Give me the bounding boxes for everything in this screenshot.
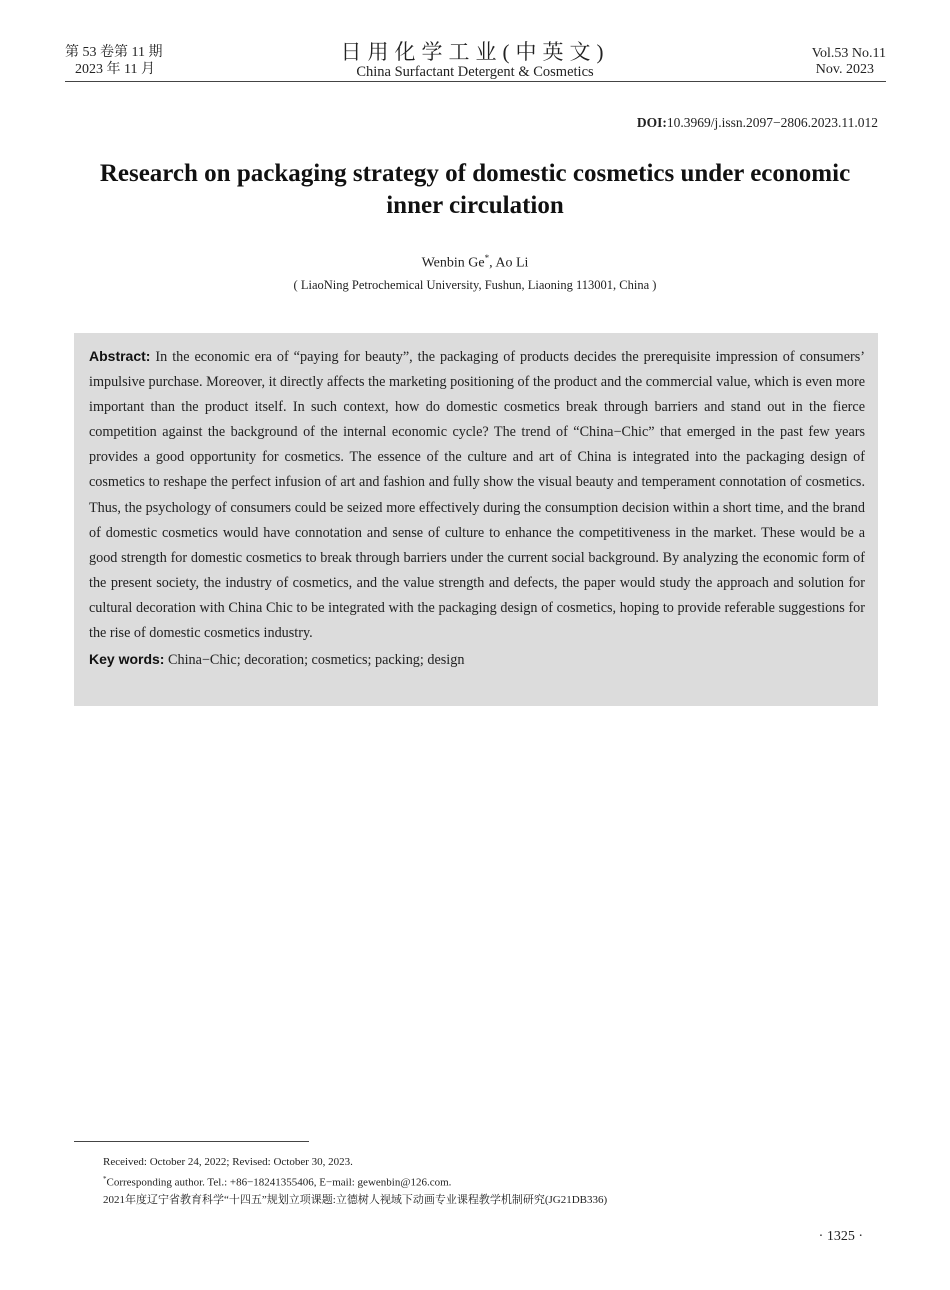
affiliation: ( LiaoNing Petrochemical University, Fushun, Liaoning 113001, China )	[293, 278, 657, 292]
header-rule	[65, 81, 886, 82]
footnote-corresponding-text: Corresponding author. Tel.: +86−18241355406, E−mail: gewenbin@126.com.	[106, 1176, 452, 1189]
corresponding-mark: *	[484, 253, 490, 263]
authors	[0, 253, 950, 272]
author-rest: , Ao Li	[489, 255, 529, 271]
footnote-received: Received: October 24, 2022; Revised: October 30, 2023.	[103, 1156, 353, 1168]
abstract-text: In the economic era of “paying for beauty”, the packaging of products decides the prerequisite impression of consumers’ impulsive purchase. Moreover, it directly affects the marketing positioning of the product and the commercial value, which is even more important than the product itself. In such context, how do domestic cosmetics break through barriers and stand out in the fierce competition against the background of the internal economic cycle? The trend of “China−Chic” that emerged in the past few years provides a good opportunity for cosmetics. The essence of the culture and art of China is integrated into the packaging design of cosmetics to reshape the perfect infusion of art and fashion and fully show the visual beauty and temperament connotation of cosmetics. Thus, the psychology of consumers could be seized more effectively during the consumption decision within a short time, and the brand of domestic cosmetics would have connotation and sense of culture to enhance the competitiveness in the market. These would be a good strength for domestic cosmetics to break through barriers under the current social background. By analyzing the economic form of the present society, the industry of cosmetics, and the value strength and defects, the paper would study the approach and solution for cultural decoration with China Chic to be integrated with the packaging design of cosmetics, hoping to provide referable suggestions for the rise of domestic cosmetics industry.	[89, 349, 865, 642]
footnote-corresponding-mark: *	[103, 1175, 107, 1183]
journal-title-en: China Surfactant Detergent & Cosmetics	[356, 64, 594, 80]
header-volume-issue-en: Vol.53 No.11	[811, 46, 886, 61]
footnote-rule	[74, 1141, 309, 1142]
keywords-text: China−Chic; decoration; cosmetics; packing; design	[164, 652, 465, 669]
header-date-cn: 2023 年 11 月	[75, 62, 155, 77]
header-volume-en	[812, 46, 886, 78]
doi-label: DOI:	[636, 115, 667, 130]
author-first: Wenbin Ge	[421, 255, 485, 271]
header-date-en: Nov. 2023	[815, 62, 874, 77]
doi-value: 10.3969/j.issn.2097−2806.2023.11.012	[666, 115, 878, 130]
abstract-box	[74, 333, 878, 706]
paper-title: Research on packaging strategy of domestic cosmetics under economic inner circulation	[99, 160, 851, 219]
footnote-funding: 2021年度辽宁省教育科学“十四五”规划立项课题:立德树人视域下动画专业课程教学机制研究(JG21DB336)	[103, 1193, 608, 1206]
keywords	[89, 647, 865, 672]
abstract	[89, 344, 865, 646]
journal-title-cn: 日用化学工业(中英文)	[340, 40, 610, 64]
keywords-label: Key words:	[89, 651, 165, 668]
footnotes	[103, 1154, 607, 1209]
abstract-label: Abstract:	[89, 348, 151, 364]
header-volume-issue-cn: 第 53 卷第 11 期	[65, 45, 163, 60]
page-number: · 1325 ·	[818, 1229, 863, 1244]
journal-header	[0, 40, 950, 80]
doi	[637, 115, 878, 131]
footnote-corresponding	[103, 1171, 607, 1192]
